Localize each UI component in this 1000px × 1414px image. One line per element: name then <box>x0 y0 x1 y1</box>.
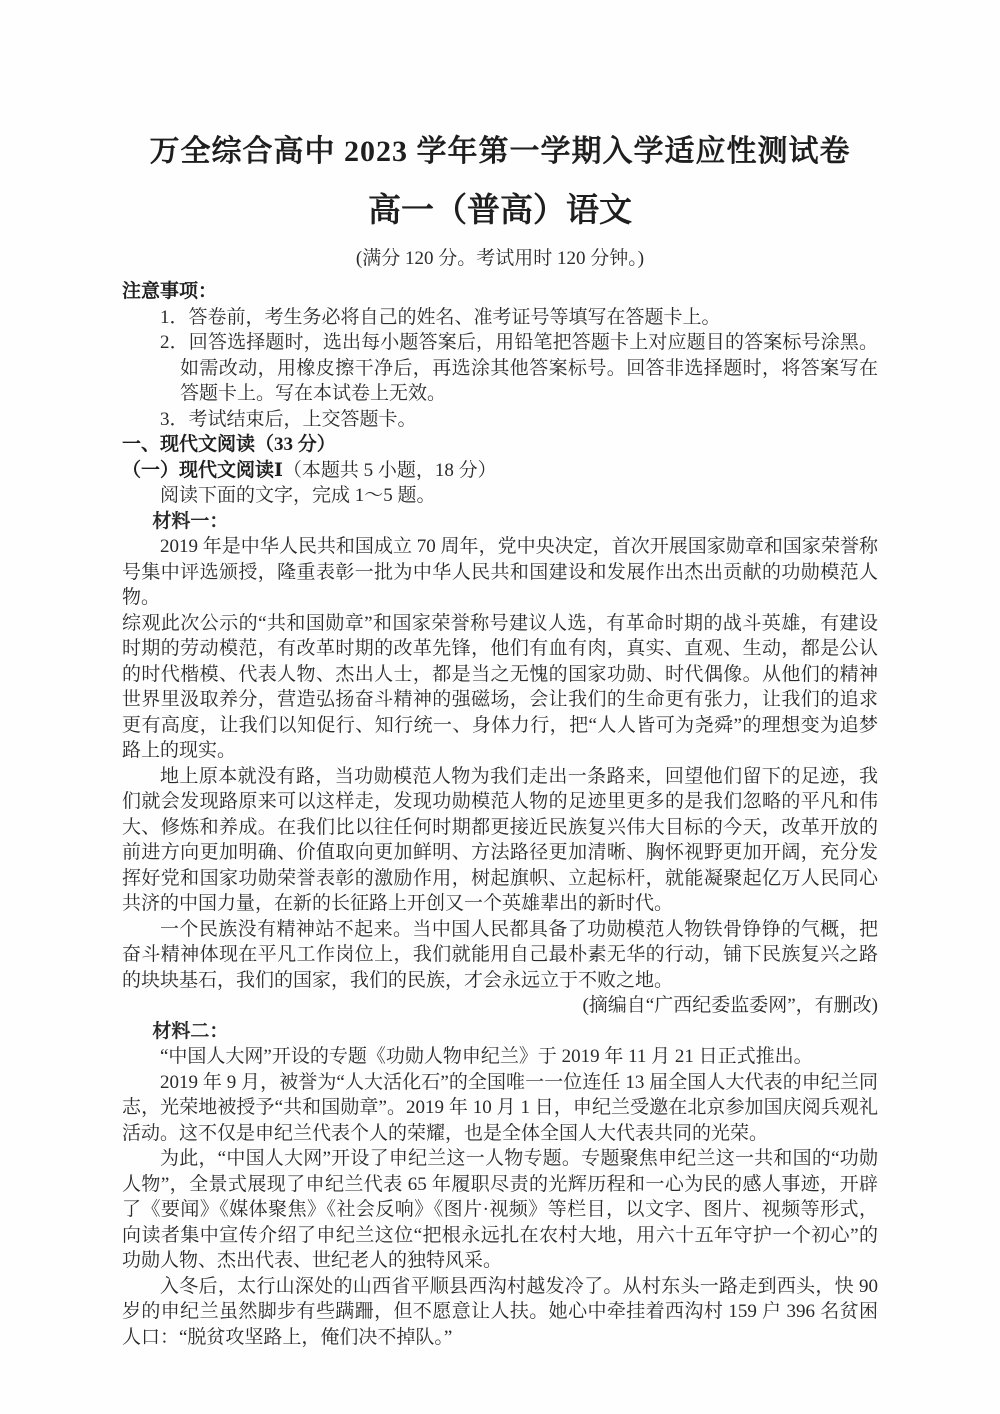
material-two-paragraph-3: 为此，“中国人大网”开设了申纪兰这一人物专题。专题聚焦申纪兰这一共和国的“功勋人物”，全景式展现了申纪兰代表 65 年履职尽责的光辉历程和一心为民的感人事迹，开辟了《要闻》《媒体聚焦》《社会反响》《图片·视频》等栏目，以文字、图片、视频等形式，向读者集中宣传介绍了申纪兰这位“把根永远扎在农村大地，用六十五年守护一个初心”的功勋人物、杰出代表、世纪老人的独特风采。 <box>122 1148 878 1271</box>
section-heading-modern-reading: 一、现代文阅读（33 分） <box>122 434 336 455</box>
subsection-heading-bold-part: （一）现代文阅读Ⅰ <box>122 459 283 481</box>
material-one-paragraph-1: 2019 年是中华人民共和国成立 70 周年，党中央决定，首次开展国家勋章和国家荣誉称号集中评选颁授，隆重表彰一批为中华人民共和国建设和发展作出杰出贡献的功勋模范人物。 <box>122 536 878 608</box>
subsection-heading-reading-1 <box>122 458 878 484</box>
material-two-label: 材料二： <box>152 1020 229 1042</box>
note-item-1: 1．答卷前，考生务必将自己的姓名、准考证号等填写在答题卡上。 <box>160 306 721 328</box>
material-one-paragraph-3: 地上原本就没有路，当功勋模范人物为我们走出一条路来，回望他们留下的足迹，我们就会发现路原来可以这样走，发现功勋模范人物的足迹里更多的是我们忽略的平凡和伟大、修炼和养成。在我们比以往任何时期都更接近民族复兴伟大目标的今天，改革开放的前进方向更加明确、价值取向更加鲜明、方法路径更加清晰、胸怀视野更加开阔，充分发挥好党和国家功勋荣誉表彰的激励作用，树起旗帜、立起标杆，就能凝聚起亿万人民同心共济的中国力量，在新的长征路上开创又一个英雄辈出的新时代。 <box>122 765 878 914</box>
paper-title: 万全综合高中 2023 学年第一学期入学适应性测试卷 <box>149 135 851 168</box>
material-two-paragraph-4: 入冬后，太行山深处的山西省平顺县西沟村越发冷了。从村东头一路走到西头，快 90 岁的申纪兰虽然脚步有些蹒跚，但不愿意让人扶。她心中牵挂着西沟村 159 户 396 名贫困人口：“脱贫攻坚路上，俺们决不掉队。” <box>122 1275 878 1348</box>
material-two-paragraph-2: 2019 年 9 月，被誉为“人大活化石”的全国唯一一位连任 13 届全国人大代表的申纪兰同志，光荣地被授予“共和国勋章”。2019 年 10 月 1 日，申纪兰受邀在北京参加国庆阅兵观礼活动。这不仅是申纪兰代表个人的荣耀，也是全体全国人大代表共同的光荣。 <box>122 1071 878 1144</box>
material-one-label: 材料一： <box>152 510 229 532</box>
material-one-paragraph-4: 一个民族没有精神站不起来。当中国人民都具备了功勋模范人物铁骨铮铮的气概，把奋斗精神体现在平凡工作岗位上，我们就能用自己最朴素无华的行动，铺下民族复兴之路的块块基石，我们的国家，我们的民族，才会永远立于不败之地。 <box>122 918 878 991</box>
note-item-2: 2．回答选择题时，选出每小题答案后，用铅笔把答题卡上对应题目的答案标号涂黑。如需改动，用橡皮擦干净后，再选涂其他答案标号。回答非选择题时，将答案写在答题卡上。写在本试卷上无效。 <box>160 332 878 404</box>
exam-info-line: (满分 120 分。考试用时 120 分钟。) <box>355 248 645 269</box>
paper-subtitle: 高一（普高）语文 <box>368 193 632 229</box>
notes-section <box>122 279 878 432</box>
note-item-3: 3．考试结束后，上交答题卡。 <box>160 408 417 430</box>
material-two-paragraph-1: “中国人大网”开设的专题《功勋人物申纪兰》于 2019 年 11 月 21 日正式推出。 <box>160 1046 813 1067</box>
material-one-attribution: (摘编自“广西纪委监委网”，有删改) <box>582 995 878 1016</box>
notes-heading: 注意事项： <box>122 281 218 302</box>
subsection-heading-rest-part: （本题共 5 小题，18 分） <box>282 459 497 481</box>
reading-passage-body <box>122 483 878 1350</box>
material-one-paragraph-2: 综观此次公示的“共和国勋章”和国家荣誉称号建议人选，有革命时期的战斗英雄，有建设时期的劳动模范，有改革时期的改革先锋，他们有血有肉，真实、直观、生动，都是公认的时代楷模、代表人物、杰出人士，都是当之无愧的国家功勋、时代偶像。从他们的精神世界里汲取养分，营造弘扬奋斗精神的强磁场，会让我们的生命更有张力，让我们的追求更有高度，让我们以知促行、知行统一、身体力行，把“人人皆可为尧舜”的理想变为追梦路上的现实。 <box>122 612 878 761</box>
reading-instruction: 阅读下面的文字，完成 1～5 题。 <box>160 485 436 506</box>
